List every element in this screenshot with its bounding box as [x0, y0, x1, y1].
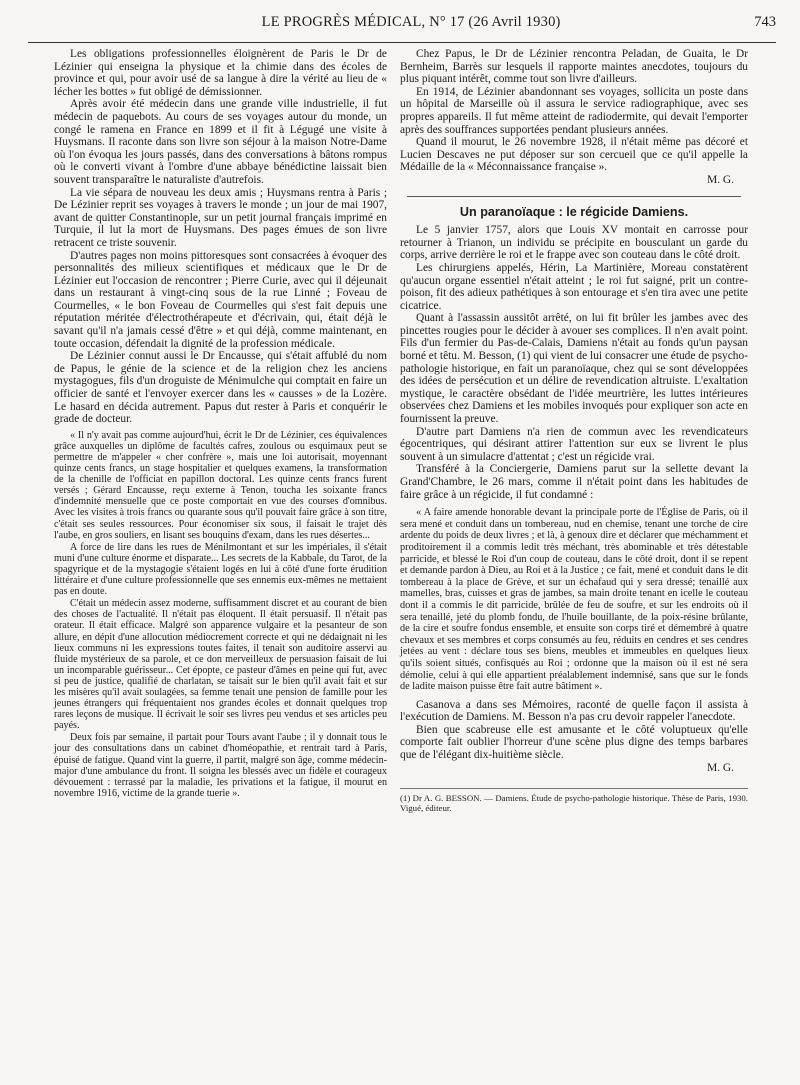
author-signature: M. G. [707, 173, 734, 186]
paragraph: Le 5 janvier 1757, alors que Louis XV montait en carrosse pour retourner à Trianon, un individu se précipite en bousculant un garde du corps, arrive derrière le roi et le frappe avec son couteau dans le côté droit. [400, 224, 748, 262]
paragraph: Casanova a dans ses Mémoires, raconté de quelle façon il assista à l'exécution de Damiens. M. Besson n'a pas cru devoir rappeler l'anecdote. [400, 698, 748, 724]
paragraph: Transféré à la Conciergerie, Damiens parut sur la sellette devant la Grand'Chambre, le 26 mars, comme il n'était point dans les habitudes de faire grâce à un régicide, il fut condamné : [400, 463, 748, 501]
left-column [54, 48, 387, 800]
running-title: LE PROGRÈS MÉDICAL, N° 17 (26 Avril 1930) [261, 14, 561, 30]
paragraph: D'autres pages non moins pittoresques sont consacrées à évoquer des personnalités des milieux scientifiques et médicaux que le Dr de Lézinier eut l'occasion de rencontrer ; Pierre Curie, avec qui il déjeunait dans un restaurant à vingt-cinq sous de la rue Linné ; Foveau de Courmelles, « le bon Foveau de Courmelles qui s'est fait depuis une réputation méritée d'électrothérapeute et d'écrivain, qui, était déjà le savant qu'il n'a jamais cessé d'être » et qui déjà, comme maintenant, en toute occasion, défendait la dignité de la profession médicale. [54, 249, 387, 350]
paragraph: Les chirurgiens appelés, Hérin, La Martinière, Moreau constatèrent qu'aucun organe essentiel n'était atteint ; le roi fut saigné, prit un contre-poison, fit des adieux pathétiques à son entourage et s'en tira avec une petite cicatrice. [400, 261, 748, 312]
paragraph: Quant à l'assassin aussitôt arrêté, on lui fit brûler les jambes avec des pincettes rougies pour le décider à avouer ses complices. Il n'en avait point. Fils d'un fermier du Pas-de-Calais, Damiens n'était au fonds qu'un paysan borné et têtu. M. Besson, (1) qui vient de lui consacrer une étude de psycho-pathologie historique, en fait un paranoïaque, chez qui se sont développées des idées de persécution et un délire de revendication altruiste. L'exaltation mystique, le caractère obsédant de l'idée meurtrière, les luttes intérieures observées chez Damiens et les mobiles invoqués pour expliquer son acte en fournissent la preuve. [400, 312, 748, 426]
small-paragraph: A force de lire dans les rues de Ménilmontant et sur les impériales, il s'était muni d'une culture énorme et disparate... Les secrets de la Kabbale, du Tarot, de la spagyrique et de la mystagogie s'étaient logés en lui à côté d'une forte érudition littéraire et d'une culture professionnelle que ses ennemis eux-mêmes ne mettaient pas en doute. [54, 541, 387, 598]
paragraph: En 1914, de Lézinier abandonnant ses voyages, sollicita un poste dans un hôpital de Marseille où il assura le service radiographique, avec ses propres appareils. Il fut même atteint de radiodermite, qui devait l'emporter après des souffrances supportées pendant plusieurs années. [400, 85, 748, 136]
paragraph: La vie sépara de nouveau les deux amis ; Huysmans rentra à Paris ; De Lézinier reprit ses voyages à travers le monde ; un jour de mai 1907, avant de quitter Constantinople, sur un petit journal français imprimé en Turquie, il lut la mort de Huysmans. Des pages émues de son livre retracent ce triste souvenir. [54, 186, 387, 249]
author-signature: M. G. [707, 761, 734, 774]
paragraph: Bien que scabreuse elle est amusante et le côté voluptueux qu'elle comporte fait oublier l'horreur d'une scène plus digne des temps barbares que de l'élégant dix-huitième siècle. [400, 723, 748, 762]
small-paragraph: C'était un médecin assez moderne, suffisamment discret et au courant de bien des choses de l'actualité. Il n'était pas éloquent. Il était persuasif. Il n'était pas orateur. Il était efficace. Malgré son apparence vulgaire et la pesanteur de son allure, en dépit d'une allocution médiocrement correcte et qui ne dédaignait ni les lieux communs ni les expressions toutes faites, il tenait son auditoire asservi au fluide mystérieux de sa parole, et ce don merveilleux de persuasion faisait de lui un incomparable guérisseur... Cet époptе, ce pasteur d'âmes en peine qui fut, avec si peu de justice, qualifié de charlatan, se taisait sur le bien qu'il avait fait et sur les misères qu'il avait soulagées, sa femme tenait une pension de famille pour les jeunes étrangers qui fréquentaient nos grandes écoles et donnait quelques trop rares leçons de musique. Il écrivait le soir ses livres peu vendus et ses articles peu payés. [54, 598, 387, 732]
small-paragraph: « Il n'y avait pas comme aujourd'hui, écrit le Dr de Lézinier, ces équivalences grâce auxquelles un diplôme de facultés cafres, zoulous ou esquimaux peut se permettre de m'appeler « cher confrère », mais une loi autorisait, moyennant quinze cents francs, un stage hospitalier et quelques examens, la transformation de la chenille de l'officiat en papillon doctoral. Les quinze cents francs furent versés ; Gérard Encausse, reçu externe à Tenon, toucha les soixante francs d'indemnité mensuelle que ce poste comportait en vue des courses d'omnibus. Avec les visites à trois francs ou quarante sous qu'il pouvait faire grâce à son titre, c'était ses seules ressources. Pour économiser six sous, il faisait le trajet dès l'aube, en gros souliers, en lisant ses bouquins d'exam, dans les rues désertes... [54, 429, 387, 541]
paragraph: Chez Papus, le Dr de Lézinier rencontra Peladan, de Guaita, le Dr Bernheim, Barrès sur lesquels il rapporte maintes anecdotes, toujours du plus piquant intérêt, comme tout son livre d'ailleurs. [400, 48, 748, 86]
footnote: (1) Dr A. G. BESSON. — Damiens. Étude de psycho-pathologie historique. Thèse de Paris, 1930. Vigué, éditeur. [400, 788, 748, 813]
paragraph: Après avoir été médecin dans une grande ville industrielle, il fut médecin de paquebots. Au cours de ses voyages autour du monde, un congé le ramena en France en 1899 et il fit à Légugé une visite à Huysmans. Il raconte dans son livre son séjour à la maison Notre-Dame où l'on évoqua les jours passés, dans des conversations à bâtons rompus où le converti vivant à l'ombre d'une abbaye bénédictine laissait bien souvent transparaître le naturaliste d'autrefois. [54, 98, 387, 186]
paragraph: Les obligations professionnelles éloignèrent de Paris le Dr de Lézinier qui enseigna la physique et la chimie dans des écoles de province et qui, pour avoir usé de sa langue à dire la vérité au lieu de « lécher les bottes » fut obligé de démissionner. [54, 48, 387, 98]
sentence-quote: « A faire amende honorable devant la principale porte de l'Église de Paris, où il sera mené et conduit dans un tombereau, nud en chemise, tenant une torche de cire ardente du poids de deux livres ; et là, à genoux dire et déclarer que méchamment et proditoirement il a commis ledit très méchant, très abominable et très détestable parricide, et blessé le Roi d'un coup de couteau, dans le côté droit, dont il se repent et demande pardon à Dieu, au Roi et à la Justice ; ce fait, mené et conduit dans le dit tombereau à la place de Grève, et sur un échafaud qui y sera dressé; tenaillé aux mamelles, bras, cuisses et gras de jambes, sa main droite tenant en icelle le couteau dont il a commis le dit parricide, brûlée de feu de soufre, et sur les endroits où il sera tenaillé, jeté du plomb fondu, de l'huile bouillante, de la poix-résine brûlante, de la cire et soufre fondus ensemble, et ensuite son corps tiré et démembré à quatre chevaux et ses membres et corps consumés au feu, réduits en cendres et ses cendres jetées au vent : déclare tous ses biens, meubles et immeubles en quelques lieux qu'ils soient situés, confisqués au Roi ; ordonne que la maison où il est né sera démolie, celui à qui elle appartient préalablement indemnisé, sans que sur le fonds de ladite maison puisse être fait autre bâtiment ». [400, 507, 748, 693]
page-number: 743 [754, 14, 776, 30]
right-column [400, 48, 748, 813]
small-paragraph: Deux fois par semaine, il partait pour Tours avant l'aube ; il y donnait tous le jour des consultations dans un cabinet d'homéopathie, et rentrait tard à Paris, épuisé de fatigue. Quand vint la guerre, il partit, malgré son âge, comme médecin-major d'une ambulance du front. Il soigna les blessés avec un fidèle et courageux dévouement : terrassé par la maladie, les privations et la fatigue, il mourut en novembre 1916, victime de la grande tuerie ». [54, 732, 387, 799]
page-header [28, 14, 776, 43]
section-divider [407, 196, 741, 197]
paragraph: Quand il mourut, le 26 novembre 1928, il n'était même pas décoré et Lucien Descaves ne put déposer sur son cercueil que ce qu'il appelle la Médaille de la « Méconnaissance française ». [400, 136, 748, 174]
paragraph: De Lézinier connut aussi le Dr Encausse, qui s'était affublé du nom de Papus, le génie de la science et de la religion chez les anciens mystagogues, fils d'un droguiste de Ménimulche qui comptait en faire un officier de santé et l'envoyer exercer dans les « causses » de la Lozère. Le hasard en décida autrement. Papus dut rester à Paris et conquérir le grade de docteur. [54, 350, 387, 426]
section-title: Un paranoïaque : le régicide Damiens. [459, 204, 689, 219]
paragraph: D'autre part Damiens n'a rien de commun avec les revendicateurs égocentriques, qui désirant attirer l'attention sur eux se livrent le plus souvent à un simulacre d'attentat ; c'est un régicide vrai. [400, 425, 748, 463]
quoted-excerpt [54, 430, 387, 799]
